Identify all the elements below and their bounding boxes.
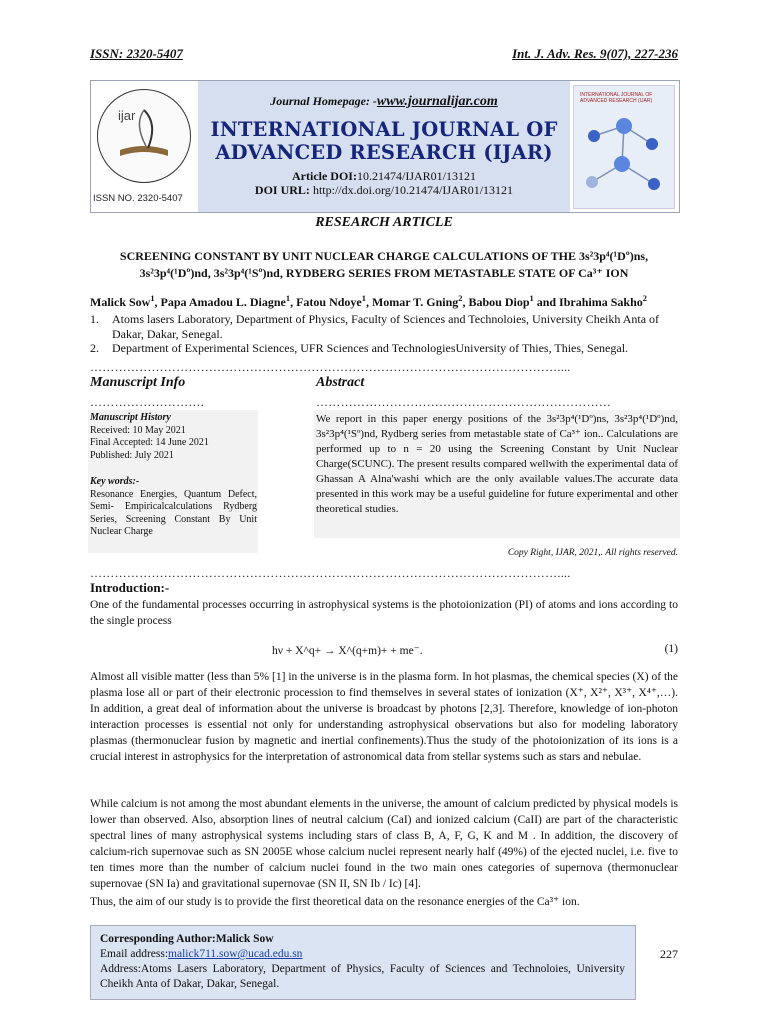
author-list xyxy=(90,295,647,310)
journal-name-line2: ADVANCED RESEARCH (IJAR) xyxy=(215,141,553,164)
abstract-heading: Abstract xyxy=(316,375,365,390)
logo-text: ijar xyxy=(118,108,136,123)
author-separator: and xyxy=(533,295,560,309)
article-type: RESEARCH ARTICLE xyxy=(315,215,453,230)
journal-name-line1: INTERNATIONAL JOURNAL OF xyxy=(210,118,558,141)
corresponding-label: Corresponding Author:Malick Sow xyxy=(100,933,274,945)
author-name: Momar T. Gning xyxy=(371,295,459,309)
logo-circle xyxy=(97,89,191,183)
journal-homepage xyxy=(198,94,570,110)
copyright: Copy Right, IJAR, 2021,. All rights reserved. xyxy=(507,548,678,558)
email-link[interactable]: malick711.sow@ucad.edu.sn xyxy=(168,948,303,960)
issn-header: ISSN: 2320-5407 xyxy=(90,46,183,61)
author-name: Fatou Ndoye xyxy=(296,295,362,309)
doi-block xyxy=(198,169,570,197)
author-affiliation-mark: 2 xyxy=(642,294,647,303)
manuscript-dots: ………………………. xyxy=(90,395,204,409)
intro-paragraph-2: Almost all visible matter (less than 5% [1] in the universe is in the plasma form. In hot plasmas, the chemical species (X) of the plasma lose all or part of their electronic procession to find themselves in several states of ionization (X⁺, X²⁺, X³⁺, X⁴⁺,…). In addition, a great deal of information about the universe is broadcast by photons [2,3]. Therefore, knowledge of ion-photon interaction processes is essential not only for understanding astrophysical observations but also for modeling laboratory plasmas (thermonuclear fusion by magnetic and inertial confinements).Thus the study of the photoionization of its ions is a crucial interest in astrophysics for the interpretation of astronomical data from stellar systems such as stars and nebulae. xyxy=(90,671,678,763)
published-date: Published: July 2021 xyxy=(90,449,174,461)
author-affiliation-mark: 2 xyxy=(458,294,463,303)
manuscript-info-heading: Manuscript Info xyxy=(90,375,186,390)
doi-url[interactable]: http://dx.doi.org/10.21474/IJAR01/13121 xyxy=(312,183,514,197)
banner-center xyxy=(198,81,570,212)
author-name: Papa Amadou L. Diagne xyxy=(160,295,286,309)
citation-header: Int. J. Adv. Res. 9(07), 227-236 xyxy=(512,46,678,61)
cover-title: INTERNATIONAL JOURNAL OF ADVANCED RESEARCH (IJAR) xyxy=(580,92,653,104)
author-affiliation-mark: 1 xyxy=(361,294,366,303)
author-name: Ibrahima Sakho xyxy=(559,295,643,309)
journal-cover-image xyxy=(573,85,675,209)
paper-title xyxy=(90,248,678,282)
manuscript-info xyxy=(90,412,257,539)
intro-paragraph-1: One of the fundamental processes occurring in astrophysical systems is the photoionization (PI) of atoms and ions according to the single process xyxy=(90,599,678,627)
author-name: Malick Sow xyxy=(90,295,151,309)
affiliation-1: 1. Atoms lasers Laboratory, Department of Physics, Faculty of Sciences and Technoloies, University Cheikh Anta of Dakar, Dakar, Senegal. xyxy=(90,312,660,341)
author-separator: , xyxy=(365,295,372,309)
doi-url-label: DOI URL: xyxy=(254,183,310,197)
dotted-separator: …………………………………………………………………………………………………….... xyxy=(90,360,571,374)
equation-number: (1) xyxy=(664,643,678,655)
affiliations xyxy=(90,312,678,356)
address-label: Address: xyxy=(100,963,141,975)
introduction-heading: Introduction:- xyxy=(90,580,170,595)
author-separator: , xyxy=(154,295,161,309)
abstract-text: We report in this paper energy positions of the 3s²3p⁴(¹Dº)ns, 3s²3p⁴(¹Dº)nd, 3s²3p⁴(¹Sº)nd, Rydberg series from metastable state of Ca³⁺ ion.. Calculations are performed up to n = 20 using the Screening Constant by Unit Nuclear Charge(SCUNC). The present results compared wellwith the experimental data of Ghassan A Alna'washi which are the only available values.The accurate data presented in this work may be a useful guideline for future experimental and other theoretical studies. xyxy=(316,413,678,515)
keywords-label: Key words:- xyxy=(90,476,140,487)
intro-paragraph-3: While calcium is not among the most abundant elements in the universe, the amount of calcium predicted by physical models is lower than observed. Also, absorption lines of neutral calcium (CaI) and ionized calcium (CaII) are part of the characteristic spectral lines of many astrophysical systems including stars of class B, A, F, G, K and M . In addition, the discovery of calcium-rich supernovae such as SN 2005E whose calcium nuclei represent nearly half (49%) of the ejected nuclei, i.e. five to ten times more than the number of calcium nuclei found in the two main ones categories of supernova (thermonuclear supernovae (SN Ia) and gravitational supernovae (SN II, SN Ib / Ic) [4]. xyxy=(90,798,678,890)
doi-value: 10.21474/IJAR01/13121 xyxy=(356,169,476,183)
logo-issn: ISSN NO. 2320-5407 xyxy=(93,193,183,204)
doi-label: Article DOI: xyxy=(292,169,357,183)
journal-banner xyxy=(90,80,680,213)
intro-paragraph-4: Thus, the aim of our study is to provide the first theoretical data on the resonance energies of the Ca³⁺ ion. xyxy=(90,896,580,908)
equation-1: hν + X^q+ → X^(q+m)+ + me⁻. xyxy=(272,645,423,657)
author-separator: , xyxy=(290,295,297,309)
author-name: Babou Diop xyxy=(468,295,530,309)
corresponding-author xyxy=(100,932,625,992)
affiliation-2: 2. Department of Experimental Sciences, UFR Sciences and TechnologiesUniversity of Thies, Thies, Senegal. xyxy=(90,341,629,355)
dotted-separator-2: …………………………………………………………………………………………………….... xyxy=(90,566,571,580)
history-label: Manuscript History xyxy=(90,412,171,423)
address-text: Atoms Lasers Laboratory, Department of Physics, Faculty of Sciences and Technoloies, University Cheikh Anta of Dakar, Dakar, Senegal. xyxy=(100,963,625,990)
journal-name xyxy=(198,118,570,164)
email-label: Email address: xyxy=(100,948,169,960)
quill-book-icon xyxy=(98,90,190,182)
keywords: Resonance Energies, Quantum Defect, Semi- Empiricalcalculations Rydberg Series, Screening Constant By Unit Nuclear Charge xyxy=(90,488,257,537)
title-line1: SCREENING CONSTANT BY UNIT NUCLEAR CHARGE CALCULATIONS OF THE 3s²3p⁴(¹Dº)ns, xyxy=(119,249,649,263)
page-number: 227 xyxy=(660,947,678,961)
received-date: Received: 10 May 2021 xyxy=(90,424,186,436)
author-affiliation-mark: 1 xyxy=(285,294,291,303)
title-line2: 3s²3p⁴(¹Dº)nd, 3s²3p⁴(¹Sº)nd, RYDBERG SERIES FROM METASTABLE STATE OF Ca³⁺ ION xyxy=(139,266,629,280)
ijar-logo xyxy=(93,89,193,207)
molecule-icon xyxy=(574,86,674,208)
homepage-label: Journal Homepage: - xyxy=(270,94,377,108)
abstract-dots: ……………………………………………………………… xyxy=(316,395,612,409)
author-separator: , xyxy=(462,295,469,309)
author-affiliation-mark: 1 xyxy=(150,294,155,303)
accepted-date: Final Accepted: 14 June 2021 xyxy=(90,437,209,448)
author-affiliation-mark: 1 xyxy=(529,294,534,303)
homepage-link[interactable]: www.journalijar.com xyxy=(376,94,498,109)
